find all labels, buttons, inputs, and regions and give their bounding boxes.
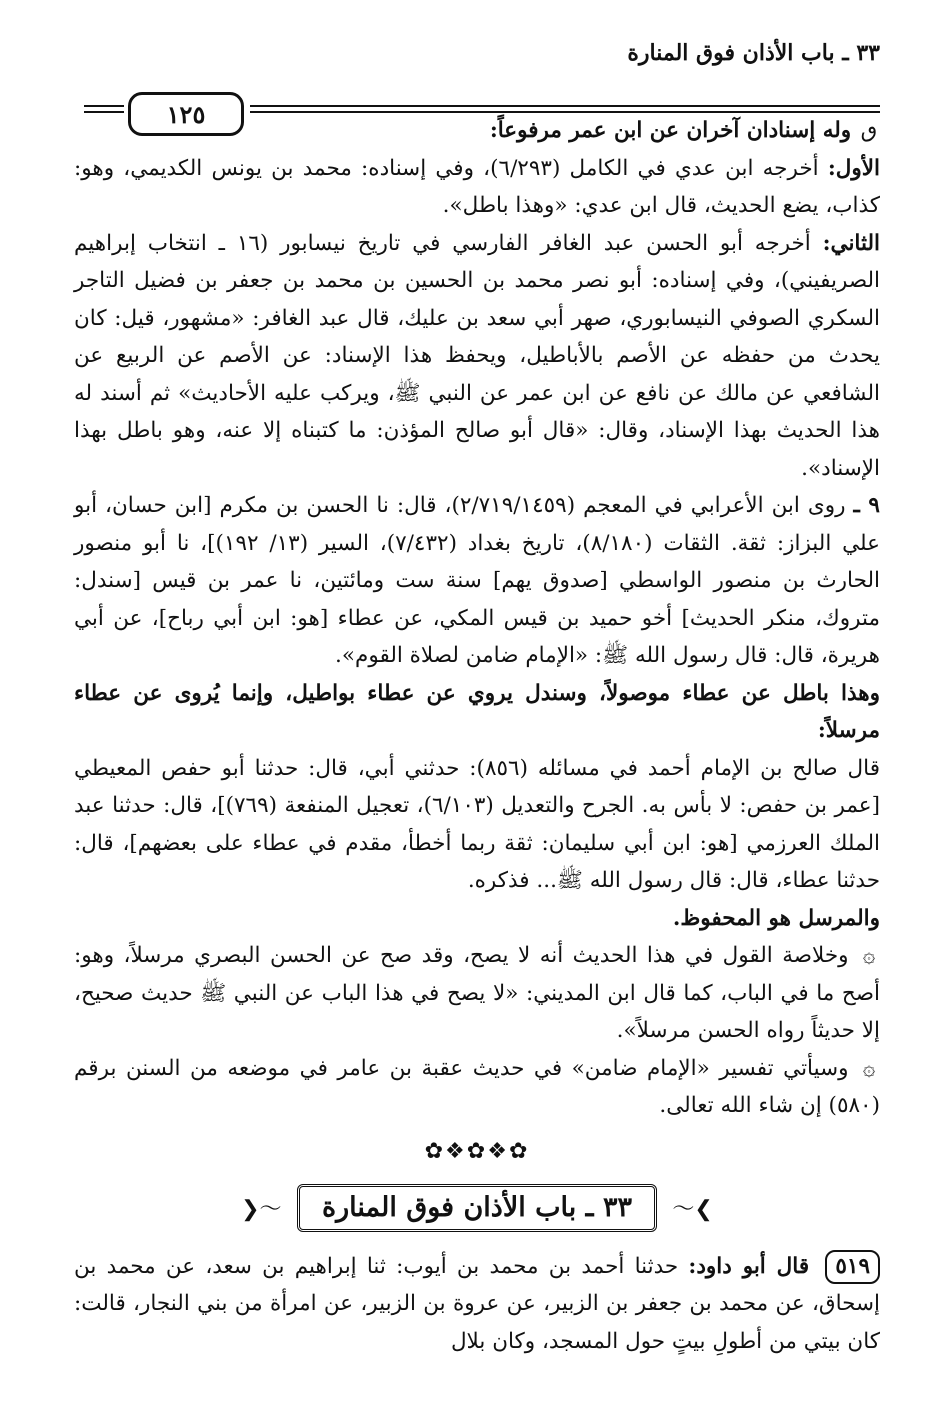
paragraph-text: وهذا باطل عن عطاء موصولاً، وسندل يروي عن عطاء بواطيل، وإنما يُروى عن عطاء مرسلاً: <box>74 680 880 743</box>
ornament-icon: ❯〜 <box>672 1197 713 1222</box>
paragraph-text: والمرسل هو المحفوظ. <box>672 905 880 931</box>
paragraph <box>74 225 880 488</box>
paragraph-text: روى ابن الأعرابي في المعجم (٢/٧١٩/١٤٥٩)، قال: نا الحسن بن مكرم [ابن حسان، أبو علي البزاز: ثقة. الثقات (٨/١٨٠)، تاريخ بغداد (٧/٤٣٢)، السير (١٣/ ١٩٢)]، نا أبو منصور الحارث بن منصور الواسطي [صدوق يهم] سنة ست ومائتين، نا عمر بن قيس [سندل: متروك، منكر الحديث] أخو حميد بن قيس المكي، عن عطاء [هو: ابن أبي رباح]، عن أبي هريرة، قال: قال رسول الله ﷺ: «الإمام ضامن لصلاة القوم». <box>74 493 880 668</box>
paragraph <box>74 112 880 150</box>
bullet-icon: ۞ <box>862 1055 876 1081</box>
paragraph-lead: الأول: <box>827 155 880 181</box>
paragraph <box>74 937 880 1050</box>
paragraph-text: وله إسنادان آخران عن ابن عمر مرفوعاً: <box>489 118 852 143</box>
paragraph-lead: ٩ ـ <box>853 493 880 518</box>
header-rule <box>250 105 880 107</box>
paragraph-text: قال صالح بن الإمام أحمد في مسائله (٨٥٦): حدثني أبي، قال: حدثنا أبو حفص المعيطي [عمر بن حفص: لا بأس به. الجرح والتعديل (٦/١٠٣)، تعجيل المنفعة (٧٦٩)]، قال: حدثنا عبد الملك العرزمي [هو: ابن أبي سليمان: ثقة ربما أخطأ، مقدم في عطاء على بعضهم]، قال: حدثنا عطاء، قال: قال رسول الله ﷺ... فذكره. <box>74 755 880 893</box>
paragraph <box>74 150 880 225</box>
paragraph <box>74 1050 880 1125</box>
chapter-title: ٣٣ ـ باب الأذان فوق المنارة <box>297 1184 657 1232</box>
page-header <box>70 40 880 129</box>
paragraph <box>74 750 880 900</box>
header-rule <box>84 105 124 107</box>
hadith-text: حدثنا أحمد بن محمد بن أيوب: ثنا إبراهيم بن سعد، عن محمد بن إسحاق، عن محمد بن جعفر بن الزبير، عن عروة بن الزبير، عن امرأة من بني النجار، قالت: كان بيتي من أطولِ بيتٍ حول المسجد، وكان بلال <box>74 1253 880 1354</box>
bullet-icon: ٯ <box>860 118 878 143</box>
hadith-paragraph <box>74 1248 880 1361</box>
paragraph-text: وسيأتي تفسير «الإمام ضامن» في حديث عقبة بن عامر في موضعه من السنن برقم (٥٨٠) إن شاء الله تعالى. <box>74 1055 880 1118</box>
paragraph-text: أخرجه أبو الحسن عبد الغافر الفارسي في تاريخ نيسابور (١٦ ـ انتخاب إبراهيم الصريفيني)، وفي إسناده: أبو نصر محمد بن الحسين بن محمد بن جعفر بن فضيل التاجر السكري الصوفي النيسابوري، صهر أبي سعد بن عليك، قال عبد الغافر: «مشهور، قيل: كان يحدث من حفظه عن الأصم بالأباطيل، ويحفظ هذا الإسناد: عن الأصم عن الربيع عن الشافعي عن مالك عن نافع عن ابن عمر عن النبي ﷺ، ويركب عليه الأحاديث» ثم أسند له هذا الحديث بهذا الإسناد، وقال: «قال أبو صالح المؤذن: ما كتبناه إلا عنه، وهو باطل بهذا الإسناد». <box>74 230 880 481</box>
section-divider-icon: ✿❖✿❖✿ <box>424 1138 530 1164</box>
paragraph <box>74 900 880 938</box>
page-body <box>74 112 880 1360</box>
paragraph-text: وخلاصة القول في هذا الحديث أنه لا يصح، وقد صح عن الحسن البصري مرسلاً، وهو: أصح ما في الباب، كما قال ابن المديني: «لا يصح في هذا الباب عن النبي ﷺ حديث صحيح، إلا حديثاً رواه الحسن مرسلاً». <box>74 943 880 1043</box>
paragraph <box>74 487 880 675</box>
paragraph-text: أخرجه ابن عدي في الكامل (٦/٢٩٣)، وفي إسناده: محمد بن يونس الكديمي، وهو: كذاب، يضع الحديث، قال ابن عدي: «وهذا باطل». <box>74 155 880 218</box>
chapter-heading <box>74 1184 880 1232</box>
ornament-icon: 〜❮ <box>241 1197 282 1222</box>
page-number-badge: ١٢٥ <box>128 92 244 136</box>
paragraph <box>74 675 880 750</box>
bullet-icon: ۞ <box>862 943 876 968</box>
hadith-lead: قال أبو داود: <box>688 1253 810 1279</box>
hadith-number-badge: ٥١٩ <box>825 1250 880 1284</box>
running-title: ٣٣ ـ باب الأذان فوق المنارة <box>627 40 880 66</box>
paragraph-lead: الثاني: <box>822 230 880 256</box>
